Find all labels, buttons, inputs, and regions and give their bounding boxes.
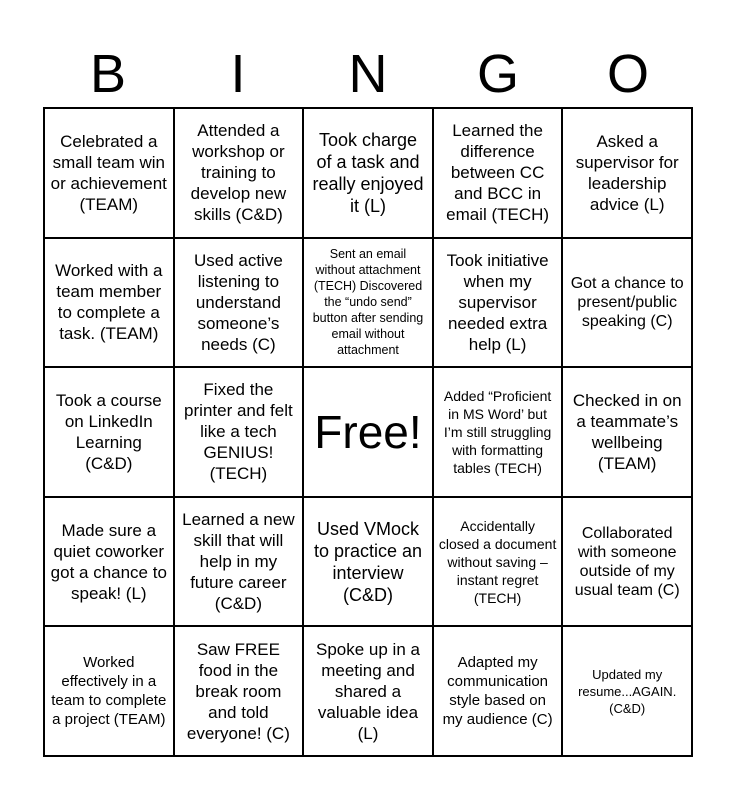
bingo-cell-r1c5[interactable] [563, 109, 693, 239]
bingo-cell-r4c1[interactable] [45, 498, 175, 628]
cell-text: Took initiative when my supervisor needed extra help (L) [446, 250, 549, 354]
bingo-cell-r3c2[interactable] [175, 368, 305, 498]
cell-text: Fixed the printer and felt like a tech GENIUS! (TECH) [184, 380, 293, 484]
bingo-cell-r2c4[interactable] [434, 239, 564, 369]
cell-text: Worked effectively in a team to complete a project (TEAM) [51, 654, 167, 729]
bingo-card-grid [43, 107, 693, 757]
cell-text: Saw FREE food in the break room and told everyone! (C) [186, 639, 290, 743]
bingo-cell-r5c1[interactable] [45, 627, 175, 757]
bingo-cell-r4c2[interactable] [175, 498, 305, 628]
cell-text: Asked a supervisor for leadership advice (L) [575, 131, 679, 214]
bingo-cell-r1c1[interactable] [45, 109, 175, 239]
bingo-cell-r3c4[interactable] [434, 368, 564, 498]
bingo-cell-r3c1[interactable] [45, 368, 175, 498]
cell-text: Sent an email without attachment (TECH) Discovered the “undo send” button after sending email without attachment [312, 247, 424, 358]
bingo-cell-r4c5[interactable] [563, 498, 693, 628]
cell-text: Learned a new skill that will help in my future career (C&D) [182, 510, 295, 614]
header-letter-n: N [348, 44, 388, 104]
bingo-cell-r2c5[interactable] [563, 239, 693, 369]
cell-text: Accidentally closed a document without saving – instant regret (TECH) [438, 517, 557, 606]
cell-text: Learned the difference between CC and BCC in email (TECH) [446, 121, 550, 225]
cell-text: Celebrated a small team win or achievement (TEAM) [50, 131, 167, 214]
cell-text: Collaborated with someone outside of my usual team (C) [574, 524, 680, 599]
bingo-cell-r4c3[interactable] [304, 498, 434, 628]
cell-text: Checked in on a teammate’s wellbeing (TEAM) [572, 390, 682, 473]
cell-text: Took charge of a task and really enjoyed it (L) [312, 129, 424, 216]
bingo-cell-r5c3[interactable] [304, 627, 434, 757]
cell-text: Worked with a team member to complete a task. (TEAM) [55, 261, 163, 344]
bingo-cell-r5c4[interactable] [434, 627, 564, 757]
bingo-cell-r1c4[interactable] [434, 109, 564, 239]
bingo-cell-r2c1[interactable] [45, 239, 175, 369]
header-letter-o: O [606, 44, 649, 104]
cell-text: Adapted my communication style based on my audience (C) [442, 654, 553, 729]
header-letter-b: B [89, 44, 127, 104]
bingo-header [43, 40, 693, 108]
bingo-cell-r2c2[interactable] [175, 239, 305, 369]
cell-text: Took a course on LinkedIn Learning (C&D) [55, 390, 162, 473]
header-letter-g: G [476, 44, 519, 104]
cell-text: Made sure a quiet coworker got a chance to speak! (L) [50, 520, 167, 603]
cell-text: Used active listening to understand someone’s needs (C) [193, 250, 283, 354]
cell-text: Attended a workshop or training to develop new skills (C&D) [190, 121, 287, 225]
bingo-cell-r4c4[interactable] [434, 498, 564, 628]
header-letter-i: I [230, 44, 246, 104]
bingo-cell-r1c2[interactable] [175, 109, 305, 239]
cell-text: Spoke up in a meeting and shared a valuable idea (L) [316, 639, 420, 743]
bingo-cell-r5c2[interactable] [175, 627, 305, 757]
bingo-cell-free[interactable] [304, 368, 434, 498]
bingo-cell-r1c3[interactable] [304, 109, 434, 239]
cell-text: Used VMock to practice an interview (C&D) [313, 518, 423, 605]
bingo-cell-r2c3[interactable] [304, 239, 434, 369]
bingo-cell-r5c5[interactable] [563, 627, 693, 757]
cell-text: Added “Proficient in MS Word’ but I’m still struggling with formatting tables (TECH) [443, 387, 552, 476]
free-space-label: Free! [314, 405, 422, 458]
cell-text: Got a chance to present/public speaking (C) [570, 274, 684, 330]
bingo-cell-r3c5[interactable] [563, 368, 693, 498]
cell-text: Updated my resume...AGAIN. (C&D) [578, 666, 677, 716]
